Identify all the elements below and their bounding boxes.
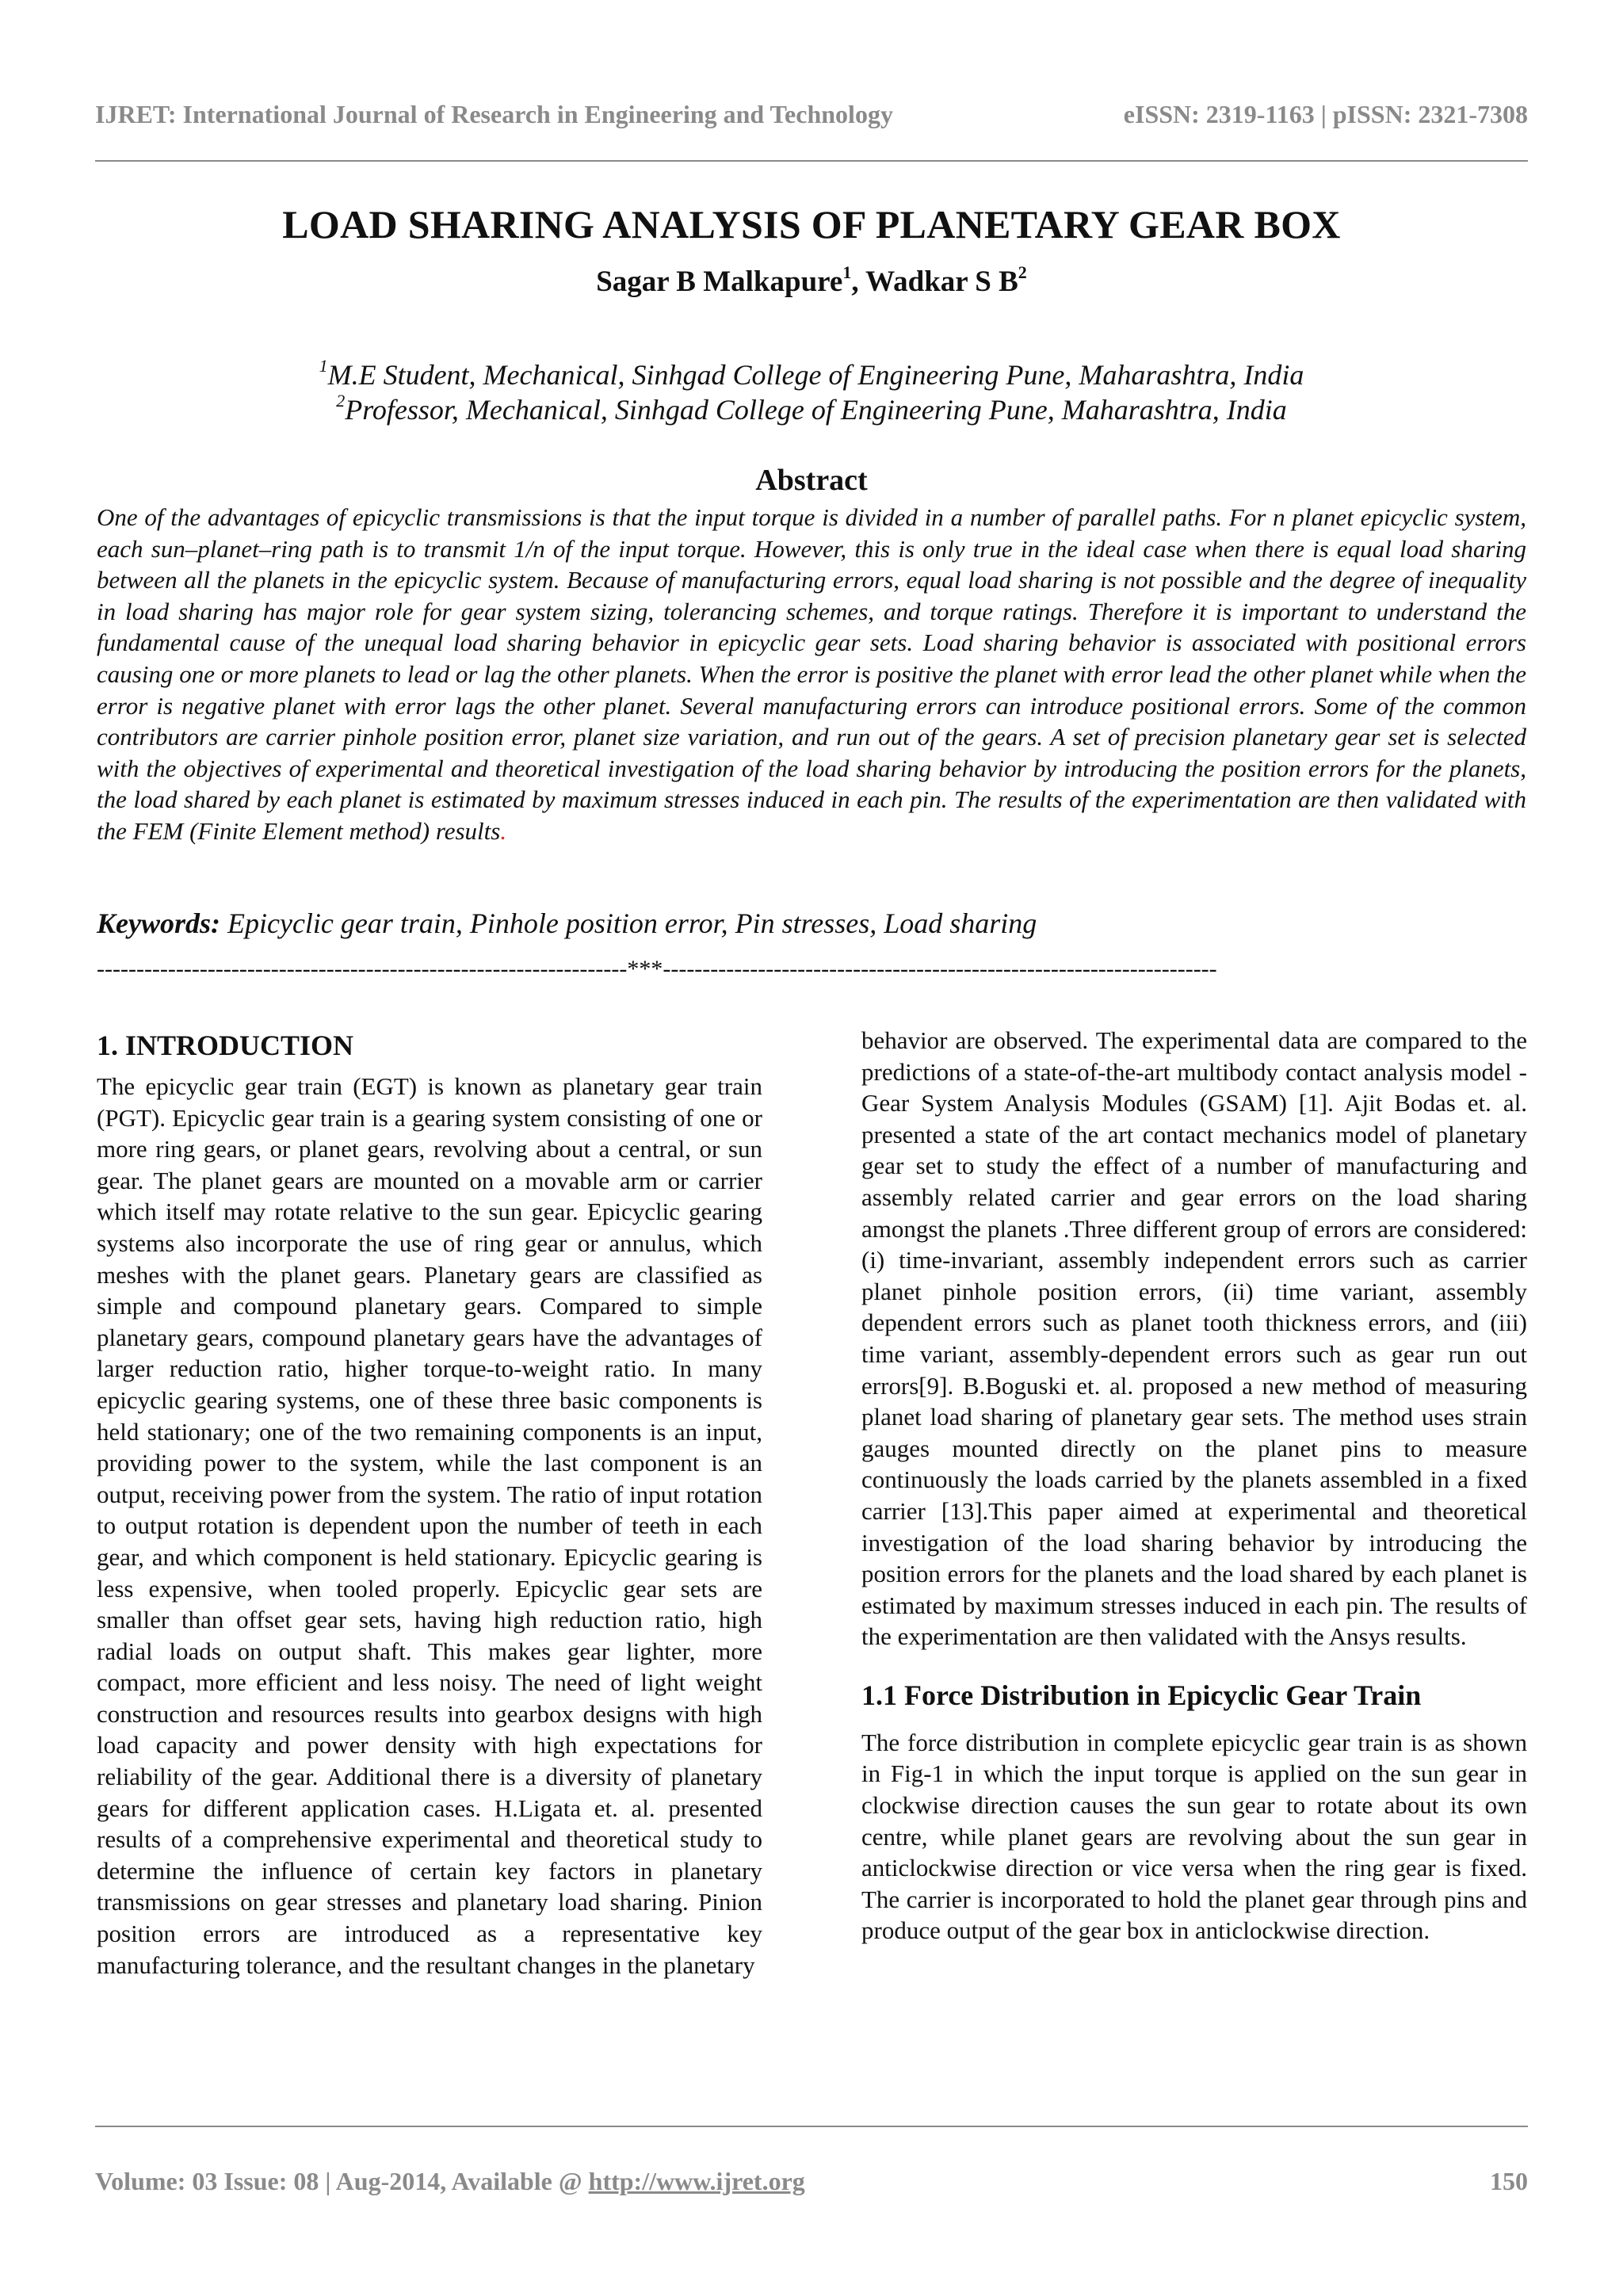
affiliation-1 (0, 358, 1623, 392)
page-number: 150 (1490, 2167, 1528, 2195)
issn-info: eISSN: 2319-1163 | pISSN: 2321-7308 (1123, 100, 1528, 128)
keywords-text: Epicyclic gear train, Pinhole position error, Pin stresses, Load sharing (220, 907, 1037, 939)
footer-divider (95, 2126, 1528, 2127)
introduction-heading: 1. INTRODUCTION (97, 1030, 354, 1061)
abstract-text: One of the advantages of epicyclic transmissions is that the input torque is divided in a number of parallel paths. For n planet epicyclic system, each sun–planet–ring path is to transmit 1/n of the input torque. However, this is only true in the ideal case when there is equal load sharing between all the planets in the epicyclic system. Because of manufacturing errors, equal load sharing is not possible and the degree of inequality in load sharing has major role for gear system sizing, tolerancing schemes, and torque ratings. Therefore it is important to understand the fundamental cause of the unequal load sharing behavior in epicyclic gear sets. Load sharing behavior is associated with positional errors causing one or more planets to lead or lag the other planets. When the error is positive the planet with error lead the other planet while when the error is negative planet with error lags the other planet. Several manufacturing errors can introduce positional errors. Some of the common contributors are carrier pinhole position error, planet size variation, and run out of the gears. A set of precision planetary gear set is selected with the objectives of experimental and theoretical investigation of the load sharing behavior by introducing the position errors for the planets, the load shared by each planet is estimated by maximum stresses induced in each pin. The results of the experimentation are then validated with the FEM (Finite Element method) results (97, 503, 1526, 845)
paper-title: LOAD SHARING ANALYSIS OF PLANETARY GEAR BOX (282, 202, 1341, 246)
keywords-line (97, 907, 1526, 940)
abstract-end-mark: . (500, 816, 507, 845)
author-separator: , (851, 266, 866, 298)
affiliation-2-text: Professor, Mechanical, Sinhgad College of Engineering Pune, Maharashtra, India (345, 394, 1287, 426)
section-separator: -------------------------------------------------------------------***---------------------------------------------------------------------- (97, 956, 1217, 982)
author-2-marker: 2 (1018, 262, 1027, 282)
introduction-paragraph: The epicyclic gear train (EGT) is known as planetary gear train (PGT). Epicyclic gear train is a gearing system consisting of one or more ring gears, or planet gears, revolving about a central, or sun gear. The planet gears are mounted on a movable arm or carrier which itself may rotate relative to the sun gear. Epicyclic gearing systems also incorporate the use of ring gear or annulus, which meshes with the planet gears. Planetary gears are classified as simple and compound planetary gears. Compared to simple planetary gears, compound planetary gears have the advantages of larger reduction ratio, higher torque-to-weight ratio. In many epicyclic gearing systems, one of these three basic components is held stationary; one of the two remaining components is an input, providing power to the system, while the last component is an output, receiving power from the system. The ratio of input rotation to output rotation is dependent upon the number of teeth in each gear, and which component is held stationary. Epicyclic gearing is less expensive, when tooled properly. Epicyclic gear sets are smaller than offset gear sets, having high reduction ratio, high radial loads on output shaft. This makes gear lighter, more compact, more efficient and less noisy. The need of light weight construction and resources results into gearbox designs with high load capacity and power density with high expectations for reliability of the gear. Additional there is a diversity of planetary gears for different application cases. H.Ligata et. al. presented results of a comprehensive experimental and theoretical study to determine the influence of certain key factors in planetary transmissions on gear stresses and planetary load sharing. Pinion position errors are introduced as a representative key manufacturing tolerance, and the resultant changes in the planetary (97, 1072, 762, 1979)
affiliation-1-marker: 1 (319, 356, 328, 376)
volume-text: Volume: 03 Issue: 08 | Aug-2014, Available @ (95, 2167, 589, 2195)
keywords-label: Keywords: (97, 907, 220, 939)
running-header (95, 100, 1528, 129)
left-column (97, 1025, 762, 1981)
author-1-name: Sagar B Malkapure (596, 266, 843, 298)
header-divider (95, 160, 1528, 162)
author-1-marker: 1 (842, 262, 852, 282)
right-column (861, 1025, 1527, 1946)
author-2-name: Wadkar S B (865, 266, 1018, 298)
affiliation-2-marker: 2 (336, 391, 346, 411)
volume-info (95, 2167, 805, 2196)
author-line (0, 262, 1623, 299)
abstract-heading: Abstract (755, 464, 868, 497)
page-footer (95, 2167, 1528, 2196)
force-distribution-paragraph: The force distribution in complete epicyclic gear train is as shown in Fig-1 in which the input torque is applied on the sun gear in clockwise direction causes the sun gear to rotate about its own centre, while planet gears are revolving about the sun gear in anticlockwise direction or vice versa when the ring gear is fixed. The carrier is incorporated to hold the planet gear through pins and produce output of the gear box in anticlockwise direction. (861, 1728, 1527, 1945)
force-distribution-heading: 1.1 Force Distribution in Epicyclic Gear Train (861, 1679, 1422, 1711)
abstract-body (97, 502, 1526, 847)
journal-link[interactable]: http://www.ijret.org (588, 2167, 805, 2195)
affiliation-2 (0, 393, 1623, 426)
journal-name: IJRET: International Journal of Research in Engineering and Technology (95, 100, 893, 128)
affiliation-1-text: M.E Student, Mechanical, Sinhgad College of Engineering Pune, Maharashtra, India (327, 359, 1304, 391)
introduction-continued: behavior are observed. The experimental data are compared to the predictions of a state-of-the-art multibody contact analysis model - Gear System Analysis Modules (GSAM) [1]. Ajit Bodas et. al. presented a state of the art contact mechanics model of planetary gear set to study the effect of a number of manufacturing and assembly related carrier and gear errors on the load sharing amongst the planets .Three different group of errors are considered: (i) time-invariant, assembly independent errors such as carrier planet pinhole position errors, (ii) time variant, assembly dependent errors such as planet tooth thickness errors, and (iii) time variant, assembly-dependent errors such as gear run out errors[9]. B.Boguski et. al. proposed a new method of measuring planet load sharing of planetary gear sets. The method uses strain gauges mounted directly on the planet pins to measure continuously the loads carried by the planets assembled in a fixed carrier [13].This paper aimed at experimental and theoretical investigation of the load sharing behavior by introducing the position errors for the planets and the load shared by each planet is estimated by maximum stresses induced in each pin. The results of the experimentation are then validated with the Ansys results. (861, 1026, 1527, 1651)
